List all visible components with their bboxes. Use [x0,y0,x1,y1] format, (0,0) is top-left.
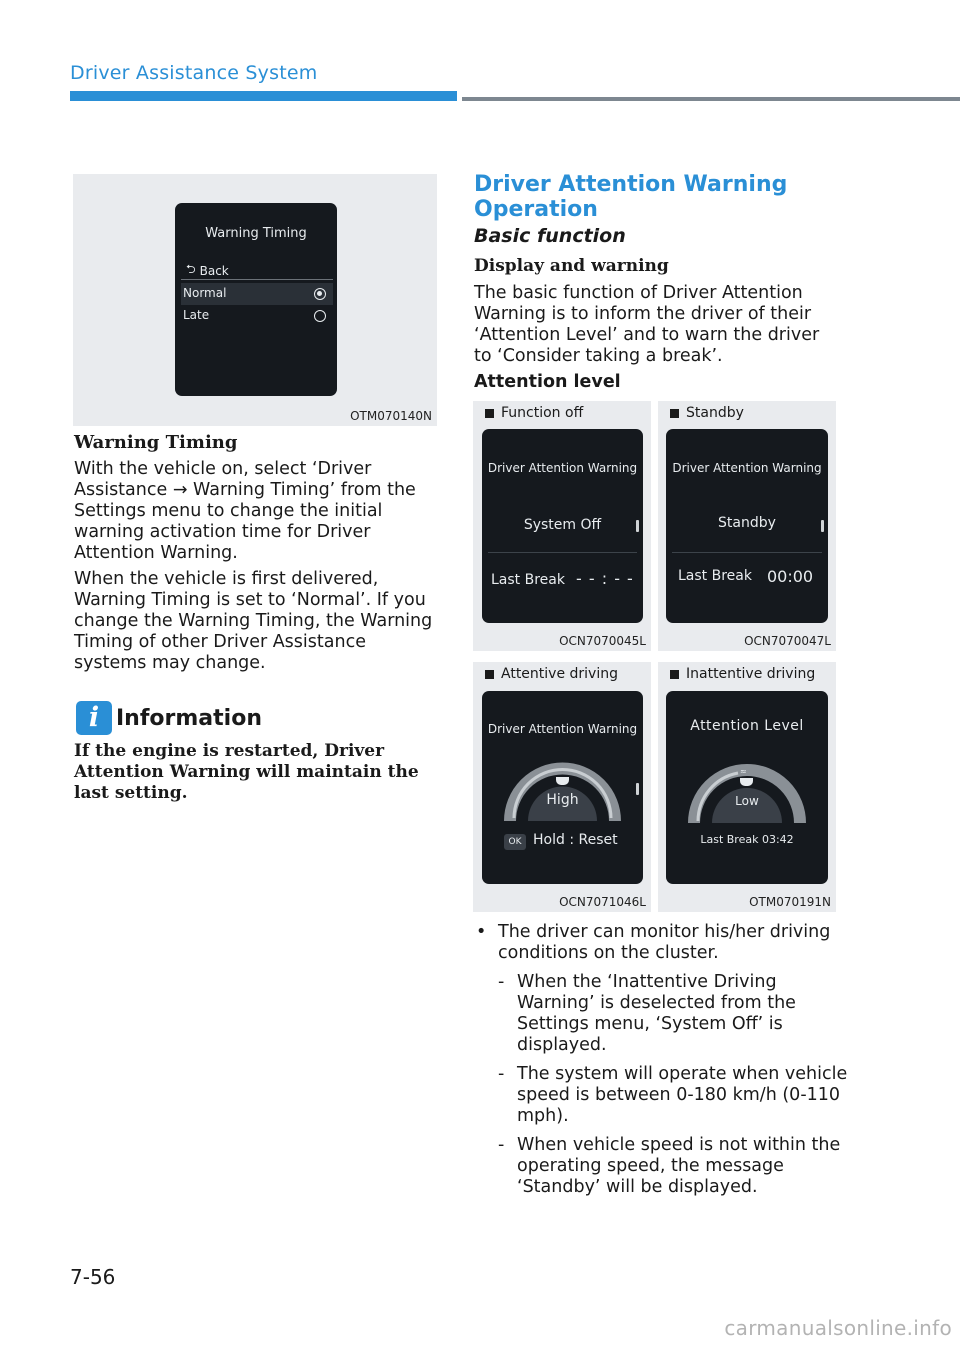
warning-timing-heading: Warning Timing [74,432,238,453]
section-title-line-1: Driver Attention Warning [474,172,788,197]
gauge-tick [636,520,639,532]
chapter-title: Driver Assistance System [70,62,318,84]
header-rule [462,97,960,101]
last-break-value: 00:00 [767,567,814,586]
steam-icon: ≈ [740,767,747,776]
panel-function-off [473,401,651,651]
figure-code: OCN7071046L [559,895,646,909]
square-bullet-icon [670,670,679,679]
coffee-cup-icon [740,778,753,786]
standby-screen [666,429,828,623]
gauge-tick [636,783,639,795]
warning-timing-paragraph-2: When the vehicle is first delivered, Warning Timing is set to ‘Normal’. If you change the Warning Timing, the Warning Timing of other Driver Assistance systems may change. [74,569,433,673]
figure-code: OCN7070045L [559,634,646,648]
dash-marker: - [498,972,505,992]
attention-gauge [666,743,828,843]
sub-list-item [498,1064,854,1127]
panel-label-text: Standby [686,405,744,421]
warning-timing-paragraph-1: With the vehicle on, select ‘Driver Assistance → Warning Timing’ from the Settings menu to change the initial warning activation time for Driver Attention Warning. [74,459,416,563]
figure-code: OCN7070047L [744,634,831,648]
radio-selected-icon [314,288,326,300]
section-title [474,172,787,222]
screen-title: Attention Level [690,718,804,734]
option-label: Late [183,308,210,322]
sub-list-item-text: When vehicle speed is not within the operating speed, the message ‘Standby’ will be displayed. [517,1135,841,1197]
panel-label [670,666,815,682]
panel-label-text: Attentive driving [501,666,618,682]
screen-title: Warning Timing [205,226,307,241]
dash-marker: - [498,1064,505,1084]
square-bullet-icon [670,409,679,418]
back-label: Back [199,263,229,278]
panel-label [670,405,744,421]
screen-title: Driver Attention Warning [487,722,638,736]
last-break-label: Last Break [678,568,752,584]
watermark-link[interactable]: carmanualsonline.info [724,1316,952,1340]
back-button[interactable] [186,260,229,281]
radio-empty-icon [314,310,326,322]
dash-marker: - [498,1135,505,1155]
ok-badge: OK [504,834,526,850]
sub-list-item [498,972,854,1056]
coffee-cup-icon [556,777,569,785]
status-text: System Off [523,517,602,533]
header-accent-bar [70,91,457,101]
function-bullet-list [474,922,854,1206]
attention-level-value: High [546,792,579,808]
basic-function-title: Basic function [474,225,626,247]
status-divider [488,552,637,553]
back-arrow-icon: ⮌ [186,262,196,276]
panel-inattentive-driving [658,662,836,912]
panel-label [485,666,618,682]
warning-timing-screen [175,203,337,396]
panel-label [485,405,583,421]
sub-list-item-text: The system will operate when vehicle speed is between 0-180 km/h (0-110 mph). [517,1064,848,1126]
list-item-text: The driver can monitor his/her driving conditions on the cluster. [498,922,831,963]
option-normal[interactable] [181,283,333,305]
last-break-text: Last Break 03:42 [700,833,794,846]
panel-attentive-driving [473,662,651,912]
info-icon: i [76,701,112,735]
info-title: Information [116,706,262,731]
list-item [474,922,854,964]
status-text: Standby [718,515,776,531]
intro-paragraph: The basic function of Driver Attention Warning is to inform the driver of their ‘Attention Level’ and to warn the driver to ‘Consider taking a break’. [474,283,820,366]
status-divider [672,552,822,553]
screen-title: Driver Attention Warning [672,461,822,475]
info-text: If the engine is restarted, Driver Attention Warning will maintain the last setting. [74,741,419,803]
panel-standby [658,401,836,651]
last-break-label: Last Break [491,572,565,588]
warning-timing-figure [73,174,437,426]
screen-title: Driver Attention Warning [487,461,638,475]
last-break-value: - - : - - [576,569,634,588]
panel-label-text: Function off [501,405,584,421]
attentive-screen [482,691,643,884]
panel-label-text: Inattentive driving [686,666,816,682]
square-bullet-icon [485,409,494,418]
attention-level-heading: Attention level [474,372,621,392]
page-number: 7-56 [70,1265,116,1289]
figure-code: OTM070191N [749,895,831,909]
menu-divider [181,279,333,280]
gauge-tick [821,520,824,532]
bullet-dot-icon: • [476,922,487,942]
hold-reset-label: Hold : Reset [533,832,618,848]
section-title-line-2: Operation [474,197,598,222]
inattentive-screen [666,691,828,884]
square-bullet-icon [485,670,494,679]
display-warning-heading: Display and warning [474,256,669,276]
function-off-screen [482,429,643,623]
figure-code: OTM070140N [350,409,432,423]
option-label: Normal [183,286,227,300]
sub-list-item [498,1135,854,1198]
sub-list-item-text: When the ‘Inattentive Driving Warning’ is deselected from the Settings menu, ‘System Off’ is displayed. [517,972,796,1055]
attention-level-value: Low [735,794,759,808]
option-late[interactable] [181,305,333,327]
